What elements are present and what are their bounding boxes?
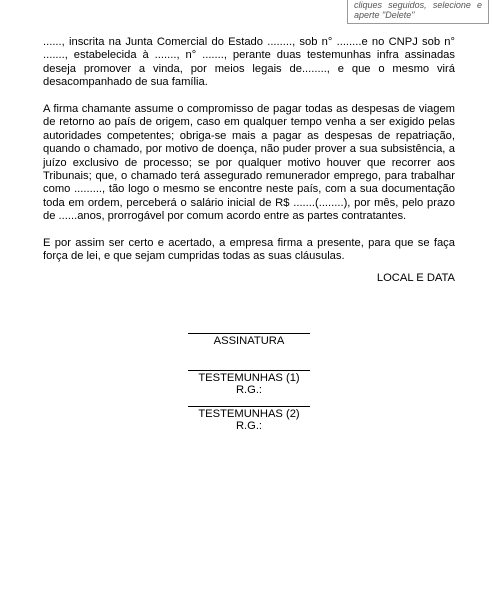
witness-2-rg: R.G.: xyxy=(235,419,263,432)
instruction-note-text: cliques seguidos, selecione e aperte "Delete" xyxy=(354,0,482,20)
local-and-date: LOCAL E DATA xyxy=(376,272,455,284)
paragraph-closing: E por assim ser certo e acertado, a empresa firma a presente, para que se faça força de lei, e que sejam cumpridas todas as suas cláusulas. xyxy=(43,237,455,263)
witness-1-rg: R.G.: xyxy=(235,383,263,396)
witness-2-label: TESTEMUNHAS (2) xyxy=(198,408,300,420)
signature-block xyxy=(188,333,310,348)
witness-1-block xyxy=(188,370,310,396)
instruction-note xyxy=(347,0,489,24)
document-body xyxy=(43,36,455,277)
paragraph-obligations: A firma chamante assume o compromisso de pagar todas as despesas de viagem de retorno ao país de origem, caso em qualquer tempo venha a ser exigido pelas autoridades competentes; obriga-se mais a pagar as despesas de repatriação, quando o chamado, por motivo de doença, não puder prover a sua subsistência, a juízo exclusivo de processo; se por qualquer motivo houver que recorrer aos Tribunais; que, o chamado terá assegurado remunerador emprego, para trabalhar como ........., tão logo o mesmo se encontre neste país, com a sua documentação toda em ordem, perceberá o salário inicial de R$ .......(........), por mês, pelo prazo de ......anos, prorrogável por comum acordo entre as partes contratantes. xyxy=(43,103,455,223)
witness-1-label: TESTEMUNHAS (1) xyxy=(198,372,300,384)
signature-label: ASSINATURA xyxy=(213,335,285,347)
paragraph-intro: ......, inscrita na Junta Comercial do Estado ........, sob n° ........e no CNPJ sob n° ......., estabelecida à ......., n° ......., perante duas testemunhas infra assinadas deseja promover a vinda, por meios legais de........, e que o mesmo virá desacompanhado de sua família. xyxy=(43,36,455,89)
witness-2-block xyxy=(188,406,310,432)
